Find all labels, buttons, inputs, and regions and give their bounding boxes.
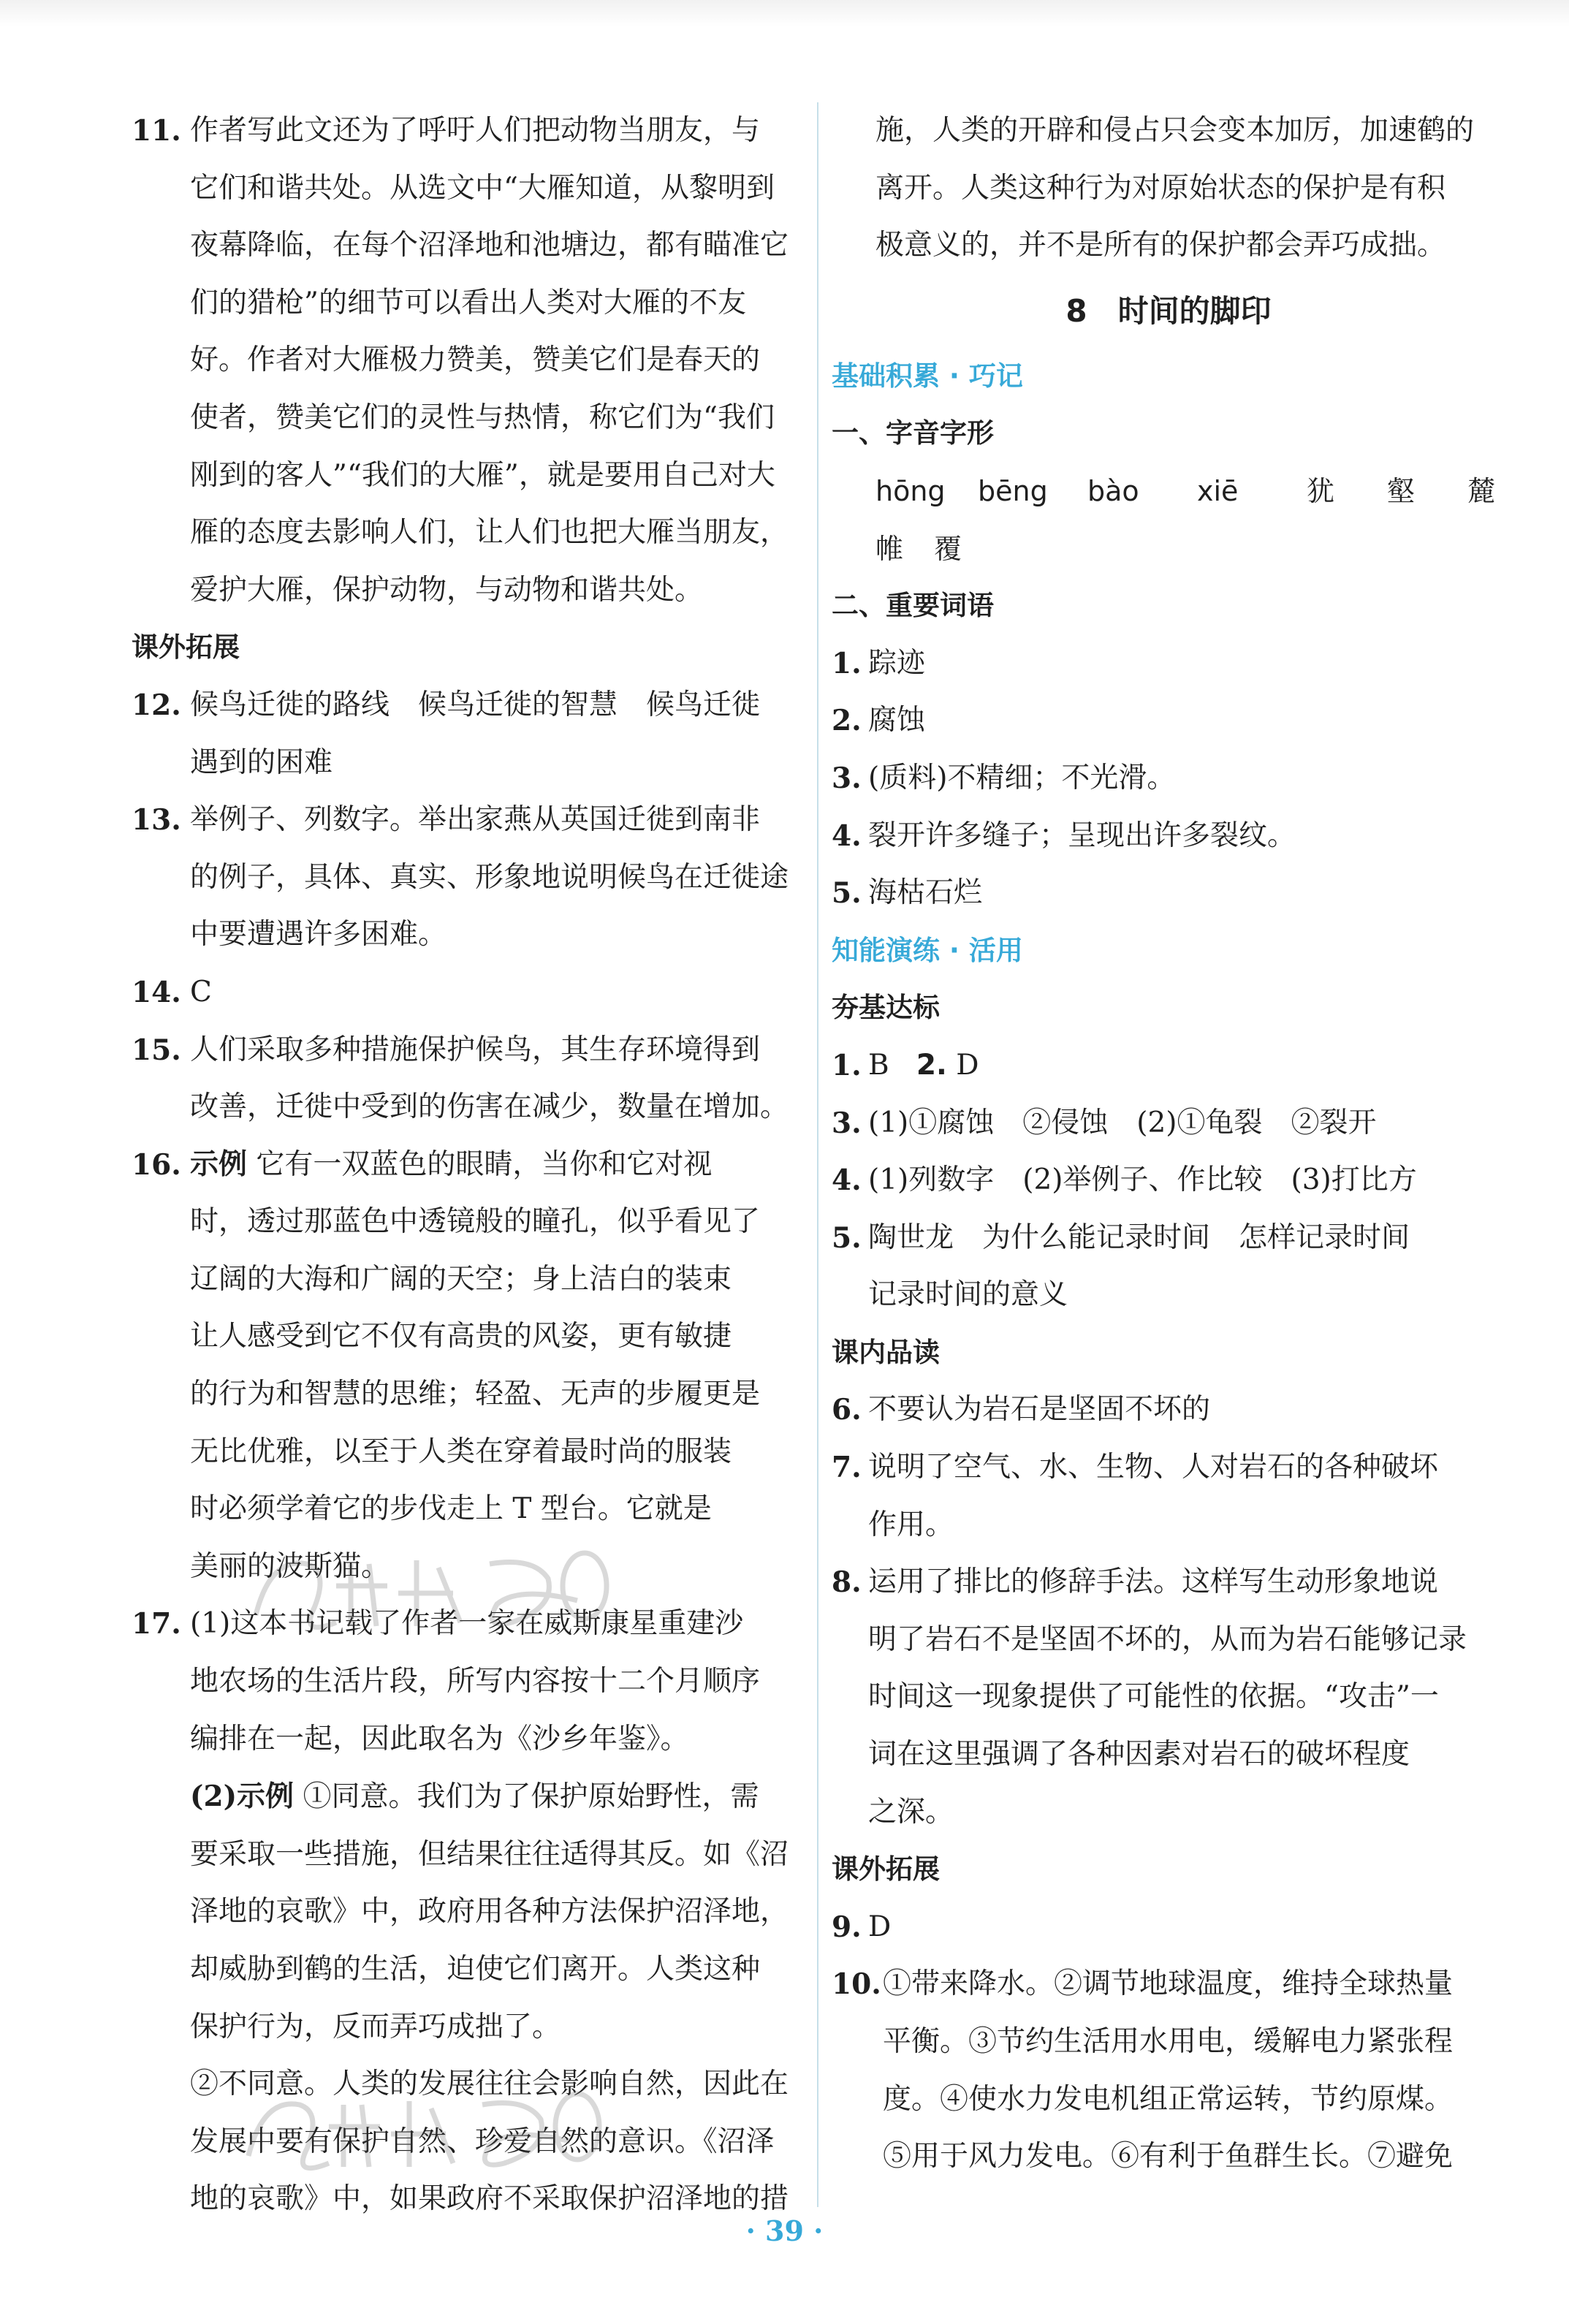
answer-text: B — [868, 1048, 889, 1082]
answer-line: 改善，迁徙中受到的伤害在减少，数量在增加。 — [190, 1090, 789, 1124]
answer-line: 它们和谐共处。从选文中“大雁知道，从黎明到 — [190, 171, 775, 205]
blue-heading-practice: 知能演练 · 活用 — [832, 934, 1023, 966]
answer-11 — [132, 102, 811, 160]
answer-text: 不要认为岩石是坚固不坏的 — [868, 1393, 1211, 1427]
vocab-item — [832, 865, 1505, 922]
answer-line: 作者写此文还为了呼吁人们把动物当朋友，与 — [190, 114, 761, 147]
answer-text: 说明了空气、水、生物、人对岩石的各种破坏 — [868, 1451, 1439, 1484]
example-label: (2)示例 — [190, 1780, 295, 1814]
chapter-title: 8 时间的脚印 — [1065, 292, 1272, 329]
character-item: 帷 — [875, 532, 904, 565]
answer-line: 离开。人类这种行为对原始状态的保护是有积 — [875, 171, 1446, 205]
blue-heading-basics: 基础积累 · 巧记 — [832, 360, 1023, 392]
answer-17 — [132, 1595, 811, 1653]
answer-text: 裂开许多缝子；呈现出许多裂纹。 — [868, 819, 1296, 852]
character-item: 犹 — [1307, 474, 1335, 507]
pinyin-item: bēng — [978, 474, 1048, 507]
section-heading-extra: 课外拓展 — [132, 631, 240, 664]
answer-text: 海枯石烂 — [868, 876, 983, 910]
answer-line: 的例子，具体、真实、形象地说明候鸟在迁徙途 — [190, 860, 789, 894]
answer-text: 踪迹 — [868, 646, 926, 680]
answer-line: 时，透过那蓝色中透镜般的瞳孔，似乎看见了 — [190, 1205, 761, 1239]
answer-number: 1. — [832, 646, 862, 680]
answer-line: 候鸟迁徙的路线 候鸟迁徙的智慧 候鸟迁徙 — [190, 688, 761, 721]
answer-number: 2. — [916, 1048, 947, 1082]
answer-number: 9. — [832, 1910, 862, 1944]
answer-line: 好。作者对大雁极力赞美，赞美它们是春天的 — [190, 343, 761, 377]
left-column — [132, 102, 811, 2228]
column-divider — [817, 102, 818, 2207]
character-row — [832, 520, 1505, 578]
answer-line: 刚到的客人”“我们的大雁”，就是要用自己对大 — [190, 458, 775, 492]
answer-line: 保护行为，反而弄巧成拙了。 — [190, 2010, 561, 2043]
answer-line: 却威胁到鹤的生活，迫使它们离开。人类这种 — [190, 1953, 761, 1986]
section-heading-pronunciation: 一、字音字形 — [832, 417, 994, 449]
answer-number: 11. — [132, 114, 181, 148]
answer-number: 17. — [132, 1607, 181, 1641]
vocab-item — [832, 750, 1505, 808]
answer-5 — [832, 1210, 1505, 1267]
answer-line: ②不同意。人类的发展往往会影响自然，因此在 — [190, 2067, 789, 2101]
section-heading-foundation: 夯基达标 — [832, 992, 940, 1024]
top-edge-shade — [0, 0, 1569, 26]
answer-4 — [832, 1152, 1505, 1210]
answer-text: 陶世龙 为什么能记录时间 怎样记录时间 — [868, 1220, 1410, 1254]
answer-line: 泽地的哀歌》中，政府用各种方法保护沼泽地， — [190, 1895, 789, 1929]
answer-16 — [132, 1136, 811, 1194]
answer-line: 之深。 — [868, 1795, 954, 1829]
answer-number: 2. — [832, 704, 862, 738]
answer-line: 雁的态度去影响人们，让人们也把大雁当朋友， — [190, 516, 789, 550]
answer-text: 它有一双蓝色的眼睛，当你和它对视 — [256, 1147, 713, 1181]
answer-number: 15. — [132, 1033, 181, 1067]
answer-line — [132, 1768, 811, 1826]
answer-line: 施，人类的开辟和侵占只会变本加厉，加速鹤的 — [875, 114, 1475, 147]
answer-text: D — [956, 1048, 979, 1082]
answer-text: (1)列数字 (2)举例子、作比较 (3)打比方 — [868, 1163, 1417, 1197]
answer-line: 地的哀歌》中，如果政府不采取保护沼泽地的措 — [190, 2182, 789, 2216]
answer-line: 时间这一现象提供了可能性的依据。“攻击”一 — [868, 1680, 1439, 1714]
answer-line: 人们采取多种措施保护候鸟，其生存环境得到 — [190, 1033, 761, 1066]
answer-13 — [132, 791, 811, 849]
pinyin-item: bào — [1087, 474, 1139, 507]
answer-text: 腐蚀 — [868, 704, 926, 737]
character-item: 壑 — [1387, 474, 1416, 507]
answer-number: 5. — [832, 1220, 862, 1255]
pinyin-row — [832, 463, 1505, 520]
answer-line: 平衡。③节约生活用水用电，缓解电力紧张程 — [883, 2025, 1454, 2058]
answer-line: 爱护大雁，保护动物，与动物和谐共处。 — [190, 573, 704, 607]
answer-12 — [132, 677, 811, 734]
vocab-item — [832, 635, 1505, 693]
answer-line: 们的猎枪”的细节可以看出人类对大雁的不友 — [190, 286, 746, 319]
right-column — [832, 102, 1505, 2186]
section-heading-in-class: 课内品读 — [832, 1336, 940, 1368]
answer-line: 作用。 — [868, 1508, 954, 1541]
answer-line: 让人感受到它不仅有高贵的风姿，更有敏捷 — [190, 1320, 732, 1353]
answer-line: 发展中要有保护自然、珍爱自然的意识。《沼泽 — [190, 2124, 775, 2158]
answer-line: 美丽的波斯猫。 — [190, 1549, 390, 1583]
answer-line: 时必须学着它的步伐走上 T 型台。它就是 — [190, 1492, 712, 1526]
answer-number: 14. — [132, 975, 181, 1009]
answer-line: 辽阔的大海和广阔的天空；身上洁白的装束 — [190, 1262, 732, 1296]
answer-6 — [832, 1381, 1505, 1439]
answer-line: C — [190, 975, 212, 1009]
pinyin-item: hōng — [875, 474, 946, 507]
answer-line: 夜幕降临，在每个沼泽地和池塘边，都有瞄准它 — [190, 229, 789, 262]
answer-number: 8. — [832, 1565, 862, 1600]
answer-text: D — [868, 1910, 892, 1943]
answer-10 — [832, 1956, 1505, 2013]
answer-number: 16. — [132, 1147, 181, 1182]
answer-number: 4. — [832, 1163, 862, 1198]
answer-line: 无比优雅，以至于人类在穿着最时尚的服装 — [190, 1435, 732, 1468]
answer-line: ⑤用于风力发电。⑥有利于鱼群生长。⑦避免 — [883, 2140, 1454, 2173]
answer-number: 13. — [132, 803, 181, 838]
vocab-item — [832, 808, 1505, 865]
answer-text: ①同意。我们为了保护原始野性，需 — [303, 1780, 759, 1814]
answer-number: 4. — [832, 819, 862, 853]
answer-line: 记录时间的意义 — [868, 1278, 1068, 1312]
answer-number: 6. — [832, 1393, 862, 1427]
example-label: 示例 — [190, 1147, 248, 1181]
answer-line: 使者，赞美它们的灵性与热情，称它们为“我们 — [190, 400, 775, 434]
answer-line: 编排在一起，因此取名为《沙乡年鉴》。 — [190, 1722, 689, 1755]
answer-line — [190, 1136, 811, 1194]
pinyin-item: xiē — [1197, 474, 1239, 507]
section-heading-vocabulary: 二、重要词语 — [832, 590, 994, 622]
answer-9 — [832, 1899, 1505, 1956]
answer-text: ①带来降水。②调节地球温度，维持全球热量 — [883, 1967, 1454, 2001]
character-item: 覆 — [934, 532, 962, 565]
answer-number: 3. — [832, 761, 862, 795]
answer-line: 要采取一些措施，但结果往往适得其反。如《沼 — [190, 1837, 789, 1871]
answer-7 — [832, 1439, 1505, 1497]
answer-line: 举例子、列数字。举出家燕从英国迁徙到南非 — [190, 803, 761, 837]
answer-line: 极意义的，并不是所有的保护都会弄巧成拙。 — [875, 229, 1446, 262]
answer-number: 5. — [832, 876, 862, 911]
answer-text: 运用了排比的修辞手法。这样写生动形象地说 — [868, 1565, 1439, 1599]
section-heading-extra: 课外拓展 — [832, 1853, 940, 1886]
answer-text: (质料)不精细；不光滑。 — [868, 761, 1176, 794]
answer-line: 词在这里强调了各种因素对岩石的破坏程度 — [868, 1738, 1410, 1772]
answer-line: 中要遭遇许多困难。 — [190, 918, 447, 952]
answer-number: 12. — [132, 688, 181, 722]
answer-line: 地农场的生活片段，所写内容按十二个月顺序 — [190, 1665, 761, 1698]
page-number: · 39 · — [745, 2214, 824, 2247]
answer-line: 明了岩石不是坚固不坏的，从而为岩石能够记录 — [868, 1622, 1467, 1656]
answer-number: 7. — [832, 1451, 862, 1485]
answer-8 — [832, 1554, 1505, 1611]
character-item: 麓 — [1467, 474, 1496, 507]
answer-14 — [132, 964, 811, 1022]
answer-text: (1)①腐蚀 ②侵蚀 (2)①龟裂 ②裂开 — [868, 1106, 1377, 1139]
answer-number: 10. — [832, 1967, 881, 2002]
answer-3 — [832, 1095, 1505, 1152]
answer-number: 3. — [832, 1106, 862, 1140]
vocab-item — [832, 692, 1505, 750]
answer-1-2 — [832, 1037, 1505, 1095]
answer-line: 的行为和智慧的思维；轻盈、无声的步履更是 — [190, 1378, 761, 1411]
answer-line: 度。④使水力发电机组正常运转，节约原煤。 — [883, 2082, 1454, 2116]
answer-number: 1. — [832, 1048, 862, 1082]
answer-line: (1)这本书记载了作者一家在威斯康星重建沙 — [190, 1607, 744, 1641]
answer-line: 遇到的困难 — [190, 745, 333, 779]
answer-15 — [132, 1022, 811, 1079]
